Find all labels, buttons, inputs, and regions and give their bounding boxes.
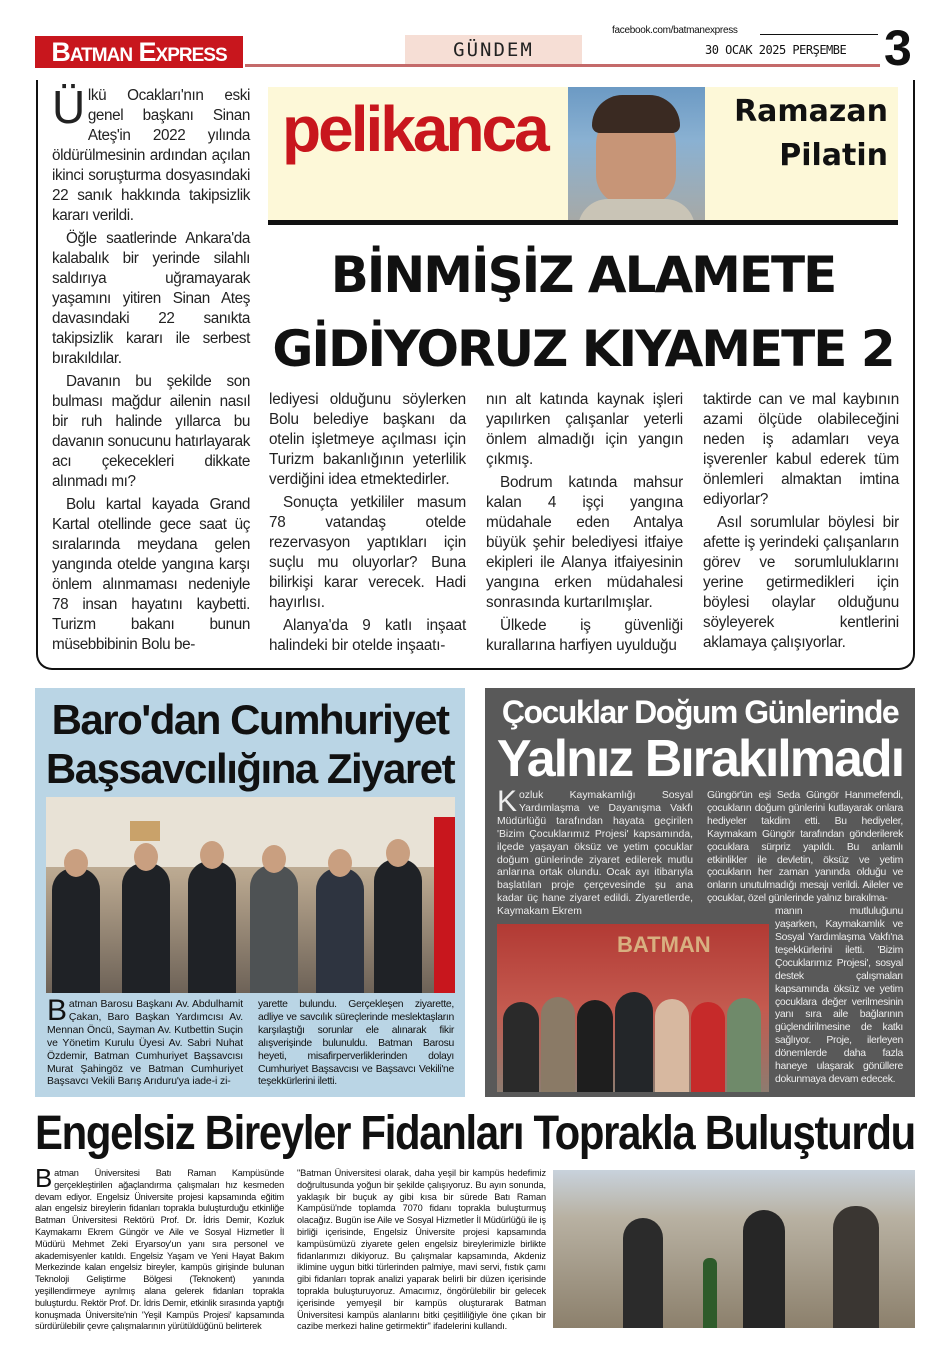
article-text xyxy=(497,785,693,919)
column-left-text xyxy=(52,81,250,655)
title-text: Başsavcılığına Ziyaret xyxy=(45,745,455,792)
article-title xyxy=(40,695,460,745)
paragraph: ozluk Kaymakamlığı Sosyal Yardımlaşma ve Dayanışma Vakfı Müdürlüğü tarafından hayata geçirilen 'Bizim Çocuklarımız Projesi' kapsamında, ilçede yaşayan öksüz ve yetim çocuklar doğum günlerinde ziyaret edilerek mutlu anlarına ortak olundu. Ocak ayı itibarıyla başlatılan proje çerçevesinde şu ana kadar üç hane ziyaret edildi. Ziyaretlerde, Kaymakam Ekrem xyxy=(497,790,693,918)
author-name: Ramazan Pilatin xyxy=(734,94,888,173)
paragraph: Öğle saatlerinde Ankara'da kalabalık bir yerinde silahlı saldırıya uğramayarak yaşamını yitiren Sinan Ateş davasındaki 22 sanıkta takipsizlik kararı ile serbest bırakıldılar. xyxy=(52,230,250,367)
divider xyxy=(268,220,898,225)
dropcap: B xyxy=(35,1163,53,1193)
article-text xyxy=(35,1163,284,1333)
paragraph: lediyesi olduğunu söylerken Bolu belediye başkanı da otelin işletmeye açılması için Turizm bakanlığının yeterlilik verdiğini idea etmektedirler. xyxy=(269,391,466,488)
article-title xyxy=(40,744,460,794)
article-title xyxy=(492,690,908,734)
facebook-link[interactable]: facebook.com/batmanexpress xyxy=(612,25,738,36)
page-number: 3 xyxy=(884,20,912,76)
article-text: Güngör'ün eşi Seda Güngör Hanımefendi, çocukların doğum günlerini kutlayarak onlara hediyeler takdim etti. Bu hediyeler, Kaymakam Güngör tarafından gönderilerek çocuklara sürpriz yapıldı. Bu anlamlı etkinlikler ile devletin, öksüz ve yetim çocukların her zaman yanında olduğu ve onların unutulmadığı mesajı verildi. Aileler ve çocuklar, özel günlerinde yalnız bırakılma- xyxy=(707,790,903,905)
title-text: Çocuklar Doğum Günlerinde xyxy=(501,694,899,730)
paragraph: atman Barosu Başkanı Av. Abdulhamit Çakan, Baro Başkan Yardımcısı Av. Mennan Öncü, Sayman Av. Kutbettin Suçin ve Yönetim Kurulu Üyesi Av. Sabri Nuhat Özdemir, Batman Cumhuriyet Başsavcısı Murat Şahingöz ve Batman Cumhuriyet Başsavcı Vekili Barış Arıduru'ya iade-i zi- xyxy=(47,999,243,1088)
column-name-text: pelikanca xyxy=(282,93,547,165)
dropcap: B xyxy=(47,994,67,1027)
article-text: manın mutluluğunu yaşarken, Kaymakamlık ve Sosyal Yardımlaşma Vakfı'na teşekkürlerini iletti. 'Bizim Çocuklarımız Projesi', sosyal destek çalışmaları kapsamında öksüz ve yetim çocuklara değer verilmesinin yanı sıra aile bağlarının güçlendirilmesine de katkı sağlıyor. Proje, ilerleyen dönemlerde daha fazla haneye ulaşarak gönüllere dokunmaya devam edecek. xyxy=(775,906,903,1085)
article-photo xyxy=(497,924,769,1092)
paragraph: Davanın bu şekilde son bulması mağdur ailenin nasıl bir ruh halinde yıllarca bu davanın sonucunu hatırlayarak acı çekecekleri dikkate alınmadı mı? xyxy=(52,373,250,490)
title-text: Baro'dan Cumhuriyet xyxy=(51,696,449,743)
logo[interactable] xyxy=(35,36,243,68)
headline-text: GİDİYORUZ KIYAMETE 2 xyxy=(272,320,894,378)
article-photo xyxy=(553,1170,915,1328)
column-text-3 xyxy=(486,390,683,656)
paragraph: Ülkede iş güvenliği kurallarına harfiyen uyulduğu xyxy=(486,617,683,654)
article-text xyxy=(47,994,243,1089)
column-text-4 xyxy=(703,390,899,653)
title-text: Yalnız Bırakılmadı xyxy=(496,730,904,788)
article-photo xyxy=(46,797,455,993)
issue-date: 30 OCAK 2025 PERŞEMBE xyxy=(705,43,847,57)
author-photo xyxy=(568,87,705,222)
paragraph: Bolu kartal kayada Grand Kartal otellinde gece saat üç sıralarında meydana gelen yangında otelde yangına karşı önlem alınmaması nedeniyle 78 insan hayatını kaybetti. Turizm bakanı bunun müsebbibinin Bolu be- xyxy=(52,496,250,653)
paragraph: taktirde can ve mal kaybının azami ölçüde olabileceğini neden iş adamları veya işverenler kabul ederek tüm önlemleri almaktan imtina ediyorlar? xyxy=(703,391,899,508)
dropcap: K xyxy=(497,785,518,818)
paragraph: atman Üniversitesi Batı Raman Kampüsünde gerçekleştirilen ağaçlandırma çalışmaları hız kesmeden devam ediyor. Engelsiz Üniversite projesi kapsamında eğitim alan engelsiz bireylerin fidanları toprakla buluşturduğu etkinliğe Batman Üniversitesi Rektörü Prof. Dr. İdris Demir, Kozluk Kaymakamı Ekrem Güngör ve Aile ve Sosyal Hizmetler İl Müdürü Mehmet Zeki Eryarsoy'un yanı sıra personel ve akademisyenler katıldı. Engelsiz Yaşam ve Yeni Hayat Bakım Merkezinde kalan engelsiz bireyler, kampüs girişinde bulunan Teknoloji Geliştirme Bölgesi (Teknokent) yanında yeşillendirmeye ayrılmış alana gelerek fidanları toprakla buluşturdu. Rektör Prof. Dr. İdris Demir, etkinlik sırasında yaptığı konuşmada Üniversite'nin 'Yeşil Kampüs Projesi' kapsamında sürdürülebilir çevre çalışmalarının yürütüldüğünü belirterek xyxy=(35,1168,284,1332)
headline-text: BİNMİŞİZ ALAMETE xyxy=(330,246,836,304)
column-text-2 xyxy=(269,390,466,656)
headline-text: Engelsiz Bireyler Fidanları Toprakla Buluşturdu xyxy=(35,1107,915,1160)
paragraph: Asıl sorumlular böylesi bir afette iş yerindeki çalışanların görev ve sorumluluklarını yerine getirmedikleri için böylesi olaylar olduğunu söyleyerek kentlerini aklamaya çalışıyorlar. xyxy=(703,514,899,651)
paragraph: lkü Ocakları'nın eski genel başkanı Sinan Ateş'in 2022 yılında öldürülmesinin ardından açılan ikinci soruşturma dosyasındaki 22 sanık hakkında takipsizlik kararı verildi. xyxy=(52,87,250,224)
paragraph: Alanya'da 9 katlı inşaat halindeki bir otelde inşaatı- xyxy=(269,617,466,654)
column-name xyxy=(282,92,562,166)
header-rule xyxy=(245,64,880,67)
section-label: GÜNDEM xyxy=(405,35,582,65)
logo-text: Batman Express xyxy=(51,36,227,67)
article-text: "Batman Üniversitesi olarak, daha yeşil bir kampüs hedefimiz doğrultusunda yoğun bir şekilde çalışıyoruz. Bu ayın sonunda, yaklaşık bir buçuk ay gibi kısa bir sürede Batı Raman Kampüsü'nde toplamda 7070 fidanı toprakla buluşturmuş olacağız. Bugün ise Aile ve Sosyal Hizmetler İl Müdürlüğü ile iş birliği içerisinde, Engelsiz Üniversite projesi kapsamında kampüsümüzü ziyarete gelen engelsiz bireylerimizle birlikte fidanlarımızı dikiyoruz. Bu çalışmalar kapsamında, Akdeniz iklimine uygun bitki türlerinden palmiye, mavi servi, fıstık çamı gibi fidanları toprak analizi yaparak belirli bir düzen içerisinde toprakla buluşturuyoruz. Amacımız, öngörülebilir bir gelecek içerisinde yemyeşil bir kampüs oluşturarak Batman Üniversitesi kampüs alanlarını bitki çeşitliliğiyle öne çıkan bir cazibe merkezi haline getirmektir" ifadelerini kullandı. xyxy=(297,1168,546,1332)
article-title xyxy=(492,730,908,788)
article-headline xyxy=(35,1106,915,1162)
headline xyxy=(268,245,898,305)
paragraph: Bodrum katında mahsur kalan 4 işçi yangına müdahale eden Antalya büyük şehir belediyesi itfaiye ekipleri ile Alanya itfaiyesinin yangına erken müdahalesi sonrasında kurtarılmışlar. xyxy=(486,474,683,611)
photo-sign: BATMAN xyxy=(617,932,711,957)
paragraph: nın alt katında kaynak işleri yapılırken çalışanlar yeterli önlem almadığı için yangın çıkmış. xyxy=(486,391,683,468)
paragraph: Sonuçta yetkililer masum 78 vatandaş otelde rezervasyon yaptıkları için suçlu mu oluyorlar? Buna bilirkişi karar verecek. Hadi hayırlısı. xyxy=(269,494,466,611)
divider xyxy=(760,34,878,35)
article-text: yarette bulundu. Gerçekleşen ziyarette, adliye ve savcılık süreçlerinde meslektaşların karşılaştığı sorunlar ele alınarak fikir alışverişinde bulunuldu. Batman Barosu heyeti, misafirperverliklerinden dolayı Cumhuriyet Başsavcısı ve Başsavcı Vekili'ne teşekkürlerini iletti. xyxy=(258,999,454,1088)
dropcap: Ü xyxy=(52,81,85,133)
headline xyxy=(268,319,898,379)
